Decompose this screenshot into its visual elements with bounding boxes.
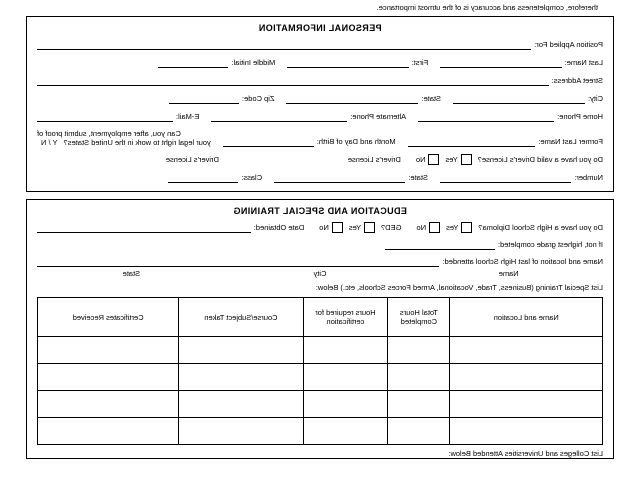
cell-name-location[interactable] [450, 418, 603, 445]
row-highest-grade [37, 239, 603, 250]
label-date-obtained: Date Obtained: [253, 223, 305, 232]
label-street-address: Street Address: [551, 76, 603, 85]
cell-hours-required[interactable] [303, 391, 388, 418]
table-row [38, 364, 603, 391]
education-section [26, 199, 614, 459]
cell-total-hours[interactable] [388, 418, 450, 445]
hs-column-captions [37, 269, 603, 278]
label-drivers-license-2: Driver's License [165, 155, 219, 164]
checkbox-diploma-no[interactable] [429, 222, 440, 233]
row-name [37, 57, 603, 68]
cell-hours-required[interactable] [303, 418, 388, 445]
row-license-details [37, 172, 603, 183]
label-first-name: First: [411, 58, 429, 67]
row-city-state-zip [37, 93, 603, 104]
th-name-location: Name and Location [450, 298, 603, 337]
input-highest-grade[interactable] [385, 239, 495, 250]
label-ged: GED? [381, 223, 402, 232]
label-state: State: [421, 94, 442, 103]
label-highest-grade: If not, highest grade completed: [497, 240, 603, 249]
cell-total-hours[interactable] [388, 391, 450, 418]
cell-course-subject[interactable] [179, 418, 303, 445]
cell-total-hours[interactable] [388, 364, 450, 391]
label-hs-name-location: Name and location of last High School attended: [442, 257, 603, 266]
label-license-no: No [415, 155, 426, 164]
row-street-address [37, 75, 603, 86]
cell-course-subject[interactable] [179, 391, 303, 418]
input-last-name[interactable] [440, 57, 561, 68]
label-city: City: [588, 94, 603, 103]
label-valid-license: Do you have a valid Driver's License? [477, 155, 603, 164]
input-alternate-phone[interactable] [211, 111, 347, 122]
label-ged-yes: Yes [348, 223, 362, 232]
cell-course-subject[interactable] [179, 337, 303, 364]
input-street-address[interactable] [37, 75, 549, 86]
input-email[interactable] [37, 111, 173, 122]
input-license-number[interactable] [440, 172, 571, 183]
label-home-phone: Home Phone: [557, 112, 603, 121]
label-special-training: List Special Training (Business, Trade, Vocational, Armed Forces Schools, etc.) Below: [315, 283, 603, 292]
yes-no-initials[interactable]: Y / N [40, 138, 58, 147]
label-license-number: Number: [574, 173, 603, 182]
special-training-table [37, 297, 603, 445]
top-note [26, 0, 614, 16]
cell-name-location[interactable] [450, 364, 603, 391]
checkbox-license-no[interactable] [429, 154, 440, 165]
input-zip-code[interactable] [169, 93, 239, 104]
input-date-obtained[interactable] [37, 222, 251, 233]
input-middle-initial[interactable] [158, 57, 228, 68]
label-license-class: Class: [241, 173, 263, 182]
cell-hours-required[interactable] [303, 337, 388, 364]
label-diploma-yes: Yes [446, 223, 459, 232]
table-row [38, 337, 603, 364]
row-position-applied-for [37, 39, 603, 50]
row-hs-diploma [37, 222, 603, 233]
cell-total-hours[interactable] [388, 337, 450, 364]
proof-of-right-to-work [37, 129, 211, 147]
input-state[interactable] [286, 93, 418, 104]
label-middle-initial: Middle Initial: [231, 58, 276, 67]
input-hs-name-location[interactable] [37, 256, 439, 267]
label-former-last-name: Former Last Name: [538, 137, 603, 146]
checkbox-ged-yes[interactable] [364, 222, 375, 233]
checkbox-license-yes[interactable] [461, 154, 472, 165]
caption-city: City [313, 269, 327, 278]
education-title: EDUCATION AND SPECIAL TRAINING [233, 206, 407, 216]
label-colleges: List Colleges and Universities Attended Below: [448, 449, 603, 458]
table-row [38, 418, 603, 445]
label-email: E-Mail: [175, 112, 200, 121]
personal-information-section [26, 16, 614, 192]
th-total-hours: Total Hours Completed [388, 298, 450, 337]
cell-hours-required[interactable] [303, 364, 388, 391]
label-diploma-no: No [416, 223, 427, 232]
caption-state: State [122, 269, 141, 278]
th-hours-required: Hours required for certification [303, 298, 388, 337]
label-month-day-birth: Month and Day of Birth: [316, 137, 396, 146]
input-license-state[interactable] [274, 172, 405, 183]
label-hs-diploma: Do you have a High School Diploma? [478, 223, 603, 232]
cell-name-location[interactable] [450, 391, 603, 418]
checkbox-diploma-yes[interactable] [461, 222, 472, 233]
label-license-yes: Yes [445, 155, 458, 164]
cell-certificates[interactable] [38, 418, 179, 445]
label-position-applied-for: Position Applied For: [534, 40, 603, 49]
input-position-applied-for[interactable] [37, 39, 531, 50]
input-city[interactable] [453, 93, 585, 104]
proof-line-1: Can you, after employment, submit proof of [36, 129, 181, 138]
row-phones-email [37, 111, 603, 122]
label-zip-code: Zip Code: [241, 94, 275, 103]
label-last-name: Last Name: [564, 58, 603, 67]
personal-information-title: PERSONAL INFORMATION [258, 23, 382, 33]
label-license-state: State: [408, 173, 428, 182]
input-former-last-name[interactable] [408, 136, 536, 147]
input-month-day-birth[interactable] [223, 136, 314, 147]
input-first-name[interactable] [287, 57, 408, 68]
cell-name-location[interactable] [450, 337, 603, 364]
input-home-phone[interactable] [418, 111, 554, 122]
label-ged-no: No [319, 223, 329, 232]
row-drivers-license-question [37, 154, 603, 165]
row-hs-name-location [37, 256, 603, 267]
cell-certificates[interactable] [38, 337, 179, 364]
label-drivers-license-1: Driver's License [347, 155, 401, 164]
input-license-class[interactable] [168, 172, 238, 183]
table-header-row [38, 298, 603, 337]
proof-line-2: your legal right to work in the United States? [63, 138, 211, 147]
cell-certificates[interactable] [38, 364, 179, 391]
cell-course-subject[interactable] [179, 364, 303, 391]
th-certificates: Certificates Received [38, 298, 179, 337]
row-former-name-birth-proof [37, 129, 603, 147]
table-row [38, 391, 603, 418]
label-alternate-phone: Alternate Phone: [350, 112, 407, 121]
cell-certificates[interactable] [38, 391, 179, 418]
th-course-subject: Course/Subject Taken [179, 298, 303, 337]
checkbox-ged-no[interactable] [332, 222, 343, 233]
top-note-line-1: therefore, completeness and accuracy is of the utmost importance. [376, 3, 598, 12]
caption-name: Name [498, 269, 519, 278]
